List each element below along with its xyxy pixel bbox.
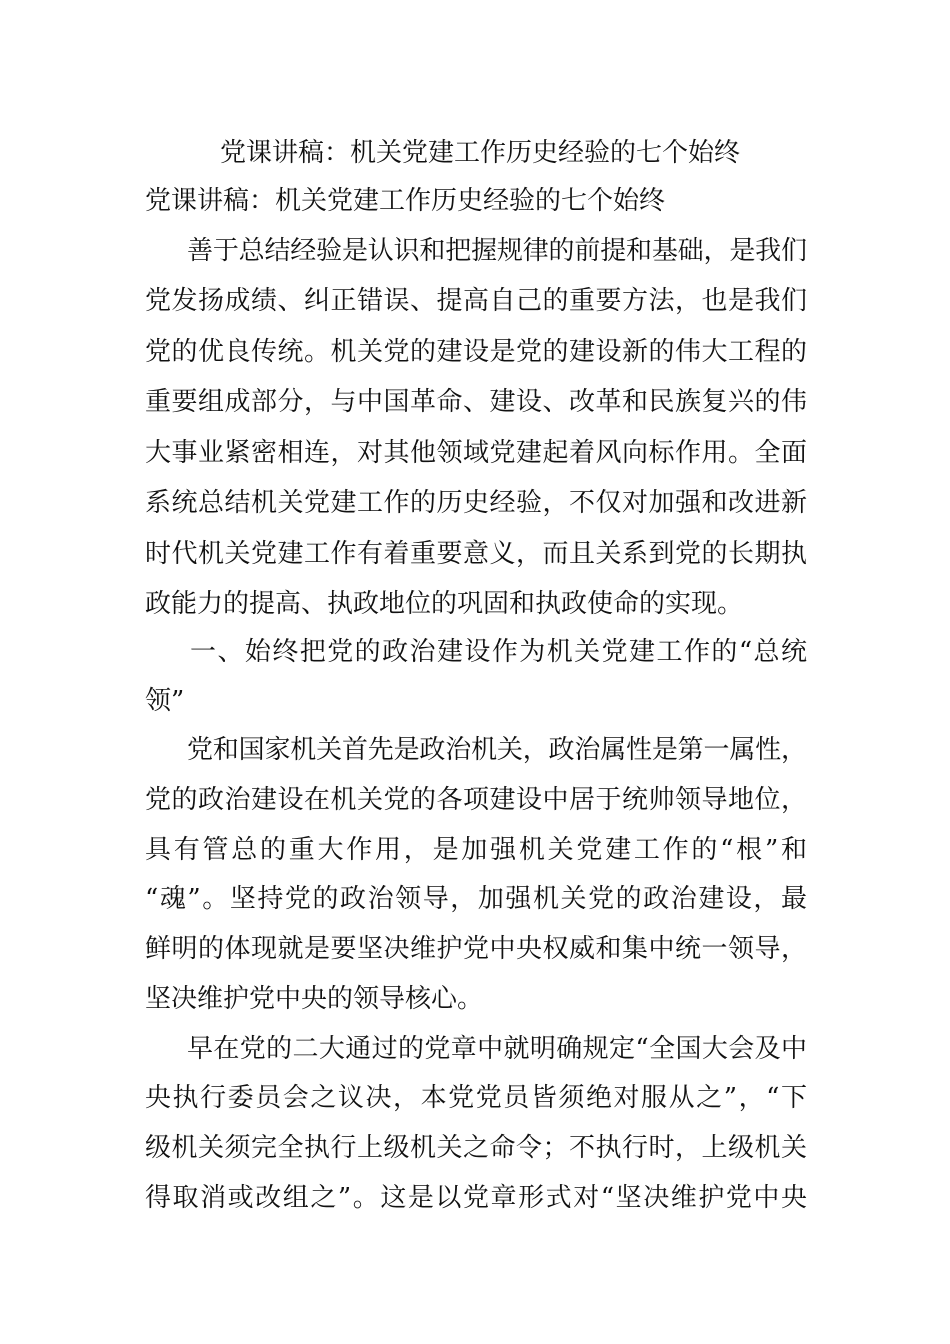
- paragraph-line: 得取消或改组之”。这是以党章形式对“坚决维护党中央: [145, 1183, 809, 1213]
- paragraph-line: 早在党的二大通过的党章中就明确规定“全国大会及中: [187, 1034, 808, 1064]
- paragraph-line: 系统总结机关党建工作的历史经验，不仅对加强和改进新: [145, 488, 808, 518]
- paragraph-line: 具有管总的重大作用，是加强机关党建工作的“根”和: [145, 835, 810, 865]
- paragraph-line: 党的优良传统。机关党的建设是党的建设新的伟大工程的: [145, 337, 808, 367]
- paragraph-line: 党的政治建设在机关党的各项建设中居于统帅领导地位，: [145, 785, 808, 815]
- paragraph-line: 大事业紧密相连，对其他领域党建起着风向标作用。全面: [145, 438, 808, 468]
- paragraph-line: 鲜明的体现就是要坚决维护党中央权威和集中统一领导，: [145, 934, 808, 964]
- page-title: 党课讲稿：机关党建工作历史经验的七个始终: [220, 138, 741, 168]
- paragraph-line: 党和国家机关首先是政治机关，政治属性是第一属性，: [187, 735, 807, 765]
- section-heading: 领”: [145, 686, 185, 716]
- paragraph-line: 重要组成部分，与中国革命、建设、改革和民族复兴的伟: [145, 387, 808, 417]
- document-subtitle: 党课讲稿：机关党建工作历史经验的七个始终: [145, 186, 666, 216]
- paragraph-line: 善于总结经验是认识和把握规律的前提和基础，是我们: [187, 236, 807, 266]
- paragraph-line: 政能力的提高、执政地位的巩固和执政使命的实现。: [145, 589, 744, 619]
- paragraph-line: 级机关须完全执行上级机关之命令；不执行时，上级机关: [145, 1133, 808, 1163]
- paragraph-line: 央执行委员会之议决，本党党员皆须绝对服从之”，“下: [145, 1083, 809, 1113]
- section-heading: 一、始终把党的政治建设作为机关党建工作的“总统: [190, 637, 809, 667]
- paragraph-line: “魂”。坚持党的政治领导，加强机关党的政治建设，最: [145, 884, 809, 914]
- paragraph-line: 党发扬成绩、纠正错误、提高自己的重要方法，也是我们: [145, 286, 808, 316]
- paragraph-line: 坚决维护党中央的领导核心。: [145, 984, 484, 1014]
- paragraph-line: 时代机关党建工作有着重要意义，而且关系到党的长期执: [145, 539, 808, 569]
